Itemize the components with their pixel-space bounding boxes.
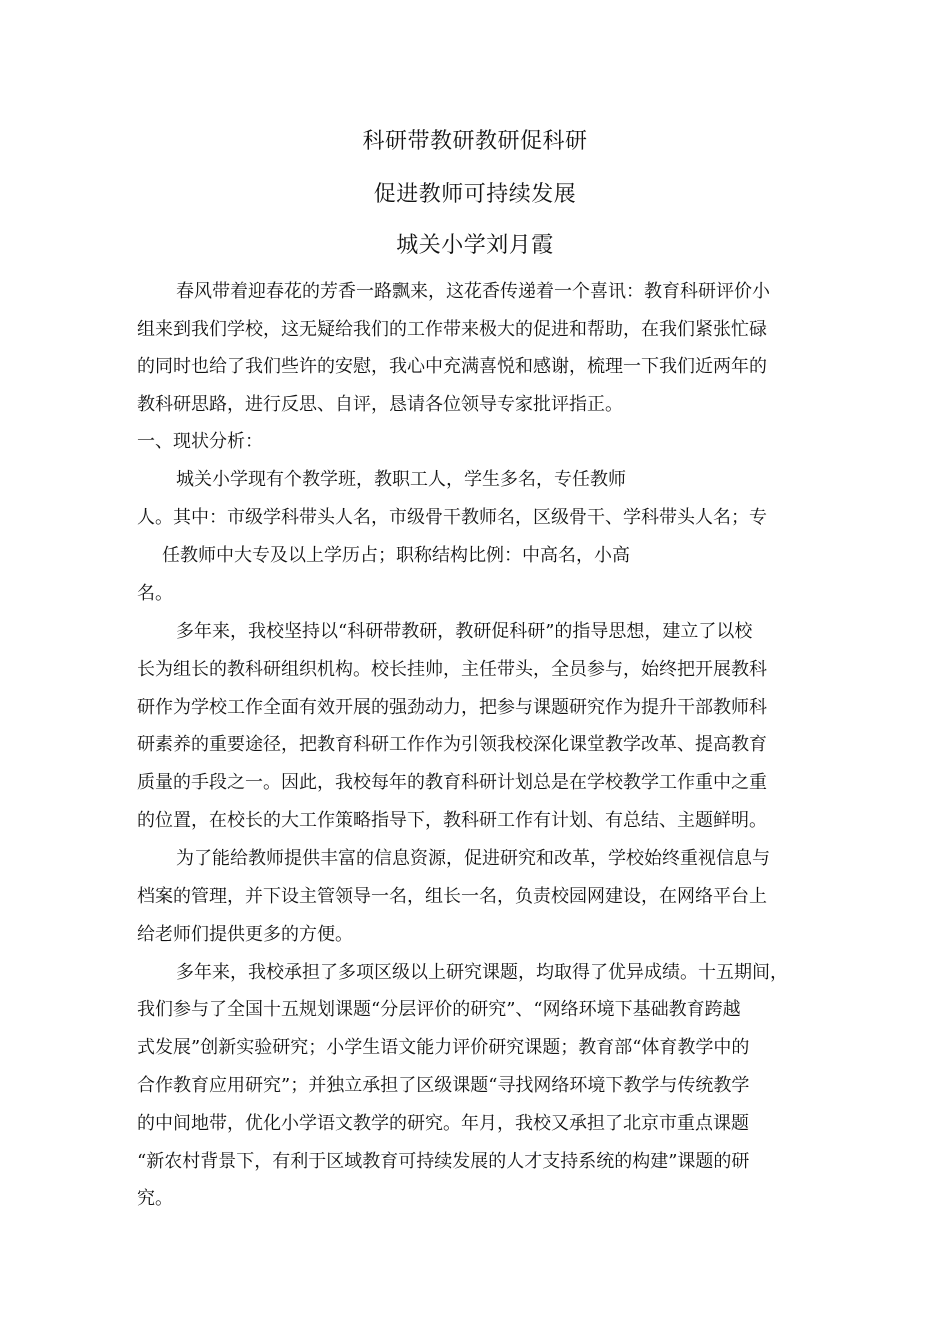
paragraph-line: 质量的手段之一。因此，我校每年的教育科研计划总是在学校教学工作重中之重: [137, 772, 767, 793]
paragraph-line: 的中间地带，优化小学语文教学的研究。年月，我校又承担了北京市重点课题: [137, 1113, 749, 1134]
paragraph-line: 教科研思路，进行反思、自评，恳请各位领导专家批评指正。: [137, 394, 623, 415]
paragraph-line: 合作教育应用研究”；并独立承担了区级课题“寻找网络环境下教学与传统教学: [137, 1075, 750, 1096]
paragraph-line: 多年来，我校承担了多项区级以上研究课题，均取得了优异成绩。十五期间，: [176, 962, 788, 983]
document-subtitle: 促进教师可持续发展: [373, 182, 577, 207]
paragraph-line: 长为组长的教科研组织机构。校长挂帅，主任带头，全员参与，始终把开展教科: [137, 659, 767, 680]
paragraph-line: 档案的管理，并下设主管领导一名，组长一名，负责校园网建设，在网络平台上: [137, 886, 767, 907]
paragraph-line: 春风带着迎春花的芳香一路飘来，这花香传递着一个喜讯：教育科研评价小: [176, 281, 770, 302]
paragraph-line: “新农村背景下，有利于区域教育可持续发展的人才支持系统的构建”课题的研: [137, 1151, 750, 1172]
paragraph-line: 给老师们提供更多的方便。: [137, 924, 353, 945]
paragraph-line: 组来到我们学校，这无疑给我们的工作带来极大的促进和帮助，在我们紧张忙碌: [137, 319, 767, 340]
paragraph-line: 的位置，在校长的大工作策略指导下，教科研工作有计划、有总结、主题鲜明。: [137, 810, 767, 831]
paragraph-line: 究。: [137, 1188, 173, 1209]
paragraph-line: 研作为学校工作全面有效开展的强劲动力，把参与课题研究作为提升干部教师科: [137, 697, 767, 718]
paragraph-line: 城关小学现有个教学班，教职工人，学生多名，专任教师: [176, 469, 626, 490]
paragraph-line: 名。: [137, 583, 173, 604]
paragraph-line: 任教师中大专及以上学历占；职称结构比例：中高名，小高: [162, 545, 630, 566]
section-heading: 一、现状分析：: [137, 431, 263, 452]
paragraph-line: 多年来，我校坚持以“科研带教研，教研促科研”的指导思想，建立了以校: [176, 621, 753, 642]
paragraph-line: 研素养的重要途径，把教育科研工作作为引领我校深化课堂教学改革、提高教育: [137, 734, 767, 755]
paragraph-line: 人。其中：市级学科带头人名，市级骨干教师名，区级骨干、学科带头人名；专: [137, 507, 767, 528]
paragraph-line: 我们参与了全国十五规划课题“分层评价的研究”、“网络环境下基础教育跨越: [137, 999, 741, 1020]
paragraph-line: 为了能给教师提供丰富的信息资源，促进研究和改革，学校始终重视信息与: [176, 848, 770, 869]
paragraph-line: 的同时也给了我们些许的安慰，我心中充满喜悦和感谢，梳理一下我们近两年的: [137, 356, 767, 377]
document-author: 城关小学刘月霞: [396, 233, 554, 258]
paragraph-line: 式发展”创新实验研究；小学生语文能力评价研究课题；教育部“体育教学中的: [137, 1037, 750, 1058]
document-title: 科研带教研教研促科研: [362, 129, 588, 154]
